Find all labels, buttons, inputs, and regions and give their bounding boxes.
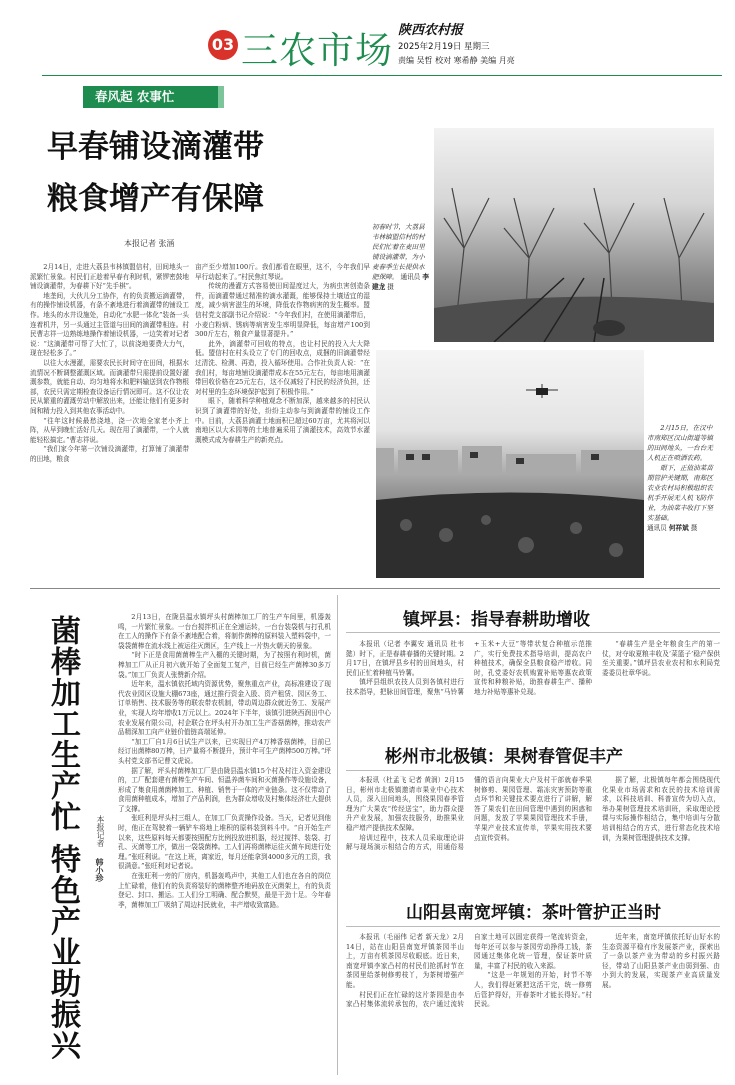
column-tag-label: 春风起 农事忙 [95,89,175,104]
fungus-paragraph: “加工厂自1月6日试生产以来，已实现日产4万棒香菇菌棒，目前已经订出菌棒80万棒，日产量将不断提升，预计年可生产菌棒500万棒。”坪头村党支部书记曹文虎说。 [118,737,331,765]
zhenping-paragraph: 镇坪县组织农技人员到各镇村进行技术指导，把脉田间管理，聚焦“马铃薯+玉米+大豆”等带状复合种植示范推广，实行免费技术指导培训，提高农户种植技术，确保全县粮食稳产增收。同时，孔党委好农机购置补贴等惠农政策宣传和种粮补贴，助推春耕生产、播种地力补贴等惠补兑现。 [346,640,592,696]
page-number: 03 [211,35,235,54]
header-rule [42,75,722,76]
photo-drip-irrigation [434,128,714,342]
issue-date: 2025年2月19日 星期三 [398,42,490,52]
photo1-credit-label: 通讯员 [400,273,421,281]
zhenping-paragraph: “春耕生产是全年粮食生产的第一仗，对夺取夏粮丰收及‘菜篮子’稳产保供至关重要。”镇坪县农业农村和水利局党委委员杜章华说。 [602,640,720,677]
lead-paragraph: 此外，滴灌带可回收的特点，也让村民的投入大大降低。盟信村在村头设立了专门的回收点，成捆的旧滴灌带经过清洗、检测、再造，投入循环使用。合作社负责人说：“在我们村，每亩地铺设滴灌带成本在55元左右，每亩地用滴灌带回收价格在25元左右，这不仅减轻了村民的经济负担，还对村里的生态环境保护起到了积极作用。” [195,339,370,396]
fungus-paragraph: 在张旺利一旁的厂房内，机器轰鸣声中，其他工人们也在各自的岗位上忙碌着，他们有的负责将装好的菌棒整齐地码放在灭菌架上，有的负责登记、封口、搬运。工人们分工明确、配合默契，最是干劲十足。今年春季，菌棒加工厂吸纳了周边村民就业，丰产增收致富路。 [118,872,331,909]
column-divider [337,595,338,1075]
lead-text-col2 [195,263,370,583]
section-name: 三农市场 [241,29,393,72]
photo2-credit [647,523,717,533]
lead-headline-line2: 粮食增产有保障 [47,181,264,217]
beiji-rule [346,770,720,771]
beiji-paragraph: 本报讯（杜孟飞 记者 黄润）2月15日，彬州市北极镇邀请市果业中心技术人员，深入田间地头，围绕果园春季管理为广大果农“传经送宝”，助力群众提升产业发展，加强农技服务，助推果业稳产增产提供技术保障。 [346,776,464,832]
shanyang-rule [346,926,720,927]
beiji-text [346,776,720,884]
lead-headline [47,128,377,218]
photo2-credit-name: 何祥斌 [668,524,689,532]
zhenping-rule [346,632,720,633]
fungus-paragraph: 2月13日，在陇县温水镇坪头村菌棒加工厂的生产车间里，机器轰鸣，一片繁忙景象。一台台搅拌机正在全速运转，一台台装袋机与打孔机在工人的操作下有条不紊地配合着，将制作菌棒的原料装入塑料袋中，一袋袋菌棒在流水线上被运往灭菌区，生产线上一片热火朝天的景象。 [118,613,331,650]
lead-paragraph: 地垄间，大伙儿分工协作，有的负责搬运滴灌带，有的操作铺设机器，有条不紊地进行着滴灌带的铺设工作。地头的水井设施处，自动化“水肥一体化”装备一头连着机井，另一头通过主管道与田间的滴灌带相连。村民曹志祥一边熟练地操作着铺设机器，一边笑着对记者说：“这滴灌带可帮了大忙了，以前浇地要费大力气，现在轻松多了。” [30,291,189,358]
lead-paragraph: “我们家今年第一次铺设滴灌带，打算铺了滴灌带的田地，粮食 [30,445,189,463]
photo2-caption-text: 2月15日，在汉中市南郑区汉山街道等镇的田间地头，一台台无人机正在喷洒农药。 [647,424,713,462]
photo-drone-spraying-art [376,350,644,578]
shanyang-paragraph: 近年来，南宽坪镇依托好山好水的生态资源平稳有序发展茶产业，探索出了一条以茶产业为带动的乡村振兴路径，带动了山阳县茶产业由弱到强、由小到大的发展，实现茶产业高质量发展。 [602,933,720,989]
lead-paragraph: 2月14日，走进大荔县韦林镇盟信村，田间地头一派繁忙景象。村民们正趁着早春有利时机，紧锣密鼓地铺设滴灌带，为春耕下好“先手棋”。 [30,263,189,291]
zhenping-headline: 镇坪县：指导春耕助增收 [403,610,590,630]
photo1-credit-suffix: 摄 [387,283,394,291]
zhenping-text [346,640,720,724]
lead-byline: 本报记者 张涵 [124,239,175,248]
fungus-byline-name: 韩小珍 [95,857,105,882]
photo-drone-spraying [376,350,644,578]
shanyang-paragraph: 本报讯（毛丽伟 记者 新天龙）2月14日，站在山阳县南宽坪镇茶园半山上，万亩有机茶园尽收眼底。近日来，南宽坪镇李家凸村的村民们抢抓时节在茶园里给茶树修剪枝丫，为茶树增强产能。 [346,933,464,989]
photo2-credit-suffix: 摄 [690,524,698,532]
photo-drip-irrigation-art [434,128,714,342]
shanyang-headline: 山阳县南宽坪镇：茶叶管护正当时 [406,903,661,923]
photo2-caption [647,423,717,533]
zhenping-paragraph: 本报讯（记者 李翼安 通讯员 杜韦懿）时下，正是春耕春播的关键时期。2月17日，在镇坪县乡村的田间地头，村民们正忙着种植马铃薯。 [346,640,464,677]
lead-paragraph: 亩产至少增加100斤。我们都看在眼里，这不，今年我们早早行动起来了。”村民焦红琴说。 [195,263,370,281]
shanyang-paragraph: 村民们正在忙碌的这片茶园是由李家凸村集体流转承包的，农户通过流转自家土地可以固定获得一笔流转资金，每年还可以参与茶园劳动挣得工钱，茶园通过集体化统一管理，保证茶叶质量，丰富了村民的收入来源。 [346,933,592,1009]
lead-paragraph: 眼下，随着科学种植观念不断加深，越来越多的村民认识到了滴灌带的好处，纷纷主动参与到滴灌带的铺设工作中。目前，大荔县滴灌土地面积已超过60万亩，尤其将河以南地区以大禾园等的土地普遍采用了滴灌技术，高效节水灌溉模式成为春耕生产的新亮点。 [195,397,370,444]
fungus-paragraph: “时下正是食用菌菌棒生产入棚的关键时期，为了按照有利时机，菌棒加工厂从正月初六就开始了全面复工复产，目前已经生产菌棒30多万袋。”加工厂负责人张赞新介绍。 [118,651,331,679]
fungus-paragraph: 据了解，坪头村菌棒加工厂是由陇县温水镇15个村及村注入资金建设的，工厂配套建有菌棒生产车间、恒温养菌车间和灭菌操作等设施设备，形成了集食用菌菌棒加工、种植、销售于一体的产业链条。这不仅带动了食用菌种植成本，增加了产品利润，也为群众增收及村集体经济壮大提供了支撑。 [118,766,331,813]
lead-paragraph: 以往大水漫灌，需要农民长时间守在田间，根据水流情况不断调整灌溉区域。而滴灌带只需提前设置好灌溉参数，就能自动、均匀地将水和肥料输送到农作物根部，农民只需定期检查设备运行情况即可。这不仅让农民从繁重的灌溉劳动中解放出来，还能让他们有更多时间和精力投入到其他农事活动中。 [30,358,189,415]
page-number-badge [208,30,238,60]
photo1-caption [372,222,430,292]
photo2-credit-label: 通讯员 [647,524,667,532]
shanyang-paragraph: “这是一年规划的开始，时节不等人，我们得赶紧把这活干完，统一修剪后管护得好，开春茶叶才能长得好。”村民说。 [474,971,592,1009]
lead-paragraph: “往年这时候最愁浇地，浇一次地全家老小齐上阵，从早到晚忙活好几天。现在用了滴灌带，一个人就能轻松搞定。”曹志祥说。 [30,416,189,444]
beiji-paragraph: 培训过程中，技术人员采取理论讲解与现场演示相结合的方式，用通俗易懂的语言向果业大户及村干部就春季果树修剪、果园管理、霜冻灾害预防等重点环节和关键技术要点进行了讲解，解答了果农们在田间管理中遇到的困惑和问题，发放了苹果果园管理技术手册，苹果产业技术宣传单，苹果实用技术要点宣传资料。 [346,776,592,852]
fungus-byline-label: 本报记者 [96,815,105,847]
fungus-text [118,613,331,1068]
lead-headline-line1: 早春铺设滴灌带 [47,129,264,165]
section-divider [30,588,720,589]
lead-text-col1 [30,263,189,583]
page-header [0,0,735,78]
photo1-caption-text: 初春时节，大荔县韦林镇盟信村的村民们忙着在麦田里铺设滴灌带，为小麦春季生长提供水肥保障。 [372,223,425,281]
column-tag [83,86,218,108]
newspaper-name: 陕西农村报 [398,23,464,38]
photo2-caption-text-b: 眼下，正值油菜苗期管护关键期，南郑区农业农村局积极组织农机手开展无人机飞防作业，为油菜丰收打下坚实基础。 [647,464,713,522]
beiji-paragraph: 据了解，北极镇每年都会围绕现代化果业市场需求和农民的技术培训需求，以科技培训、科普宣传为切入点，举办果树管理技术培训班，采取理论授课与实际操作相结合，集中培训与分散培训相结合的方式，进行常态化技术培训，为果树管理提供技术支撑。 [602,776,720,842]
editor-credits: 责编 吴哲 校对 寒希静 美编 月亮 [398,56,515,65]
lead-paragraph: 传统的漫灌方式容易使田间湿度过大，为病虫害创造条件，而滴灌带通过精准的滴水灌溉，能够保持土壤适宜的湿度，减少病害滋生的环境，降低农作物病害的发生概率。盟信村党支部副书记介绍说：“今年我们村，在使用滴灌带后，小麦白粉病、锈病等病害发生率明显降低，每亩增产100到300斤左右，粮食产量显著提升。” [195,282,370,339]
fungus-paragraph: 张旺利是坪头村三组人，在加工厂负责操作设备。当天，记者见到他时，他正在驾驶着一辆铲车将地上堆积的原料装到料斗中。“自开始生产以来，这些原料每天都要按照配方比例投放进机器，经过搅拌、装袋、打孔、灭菌等工序，做出一袋袋菌棒。工人们再将菌棒运往灭菌车间进行处理。”张旺利说。“在这上班，离家近，每月还能拿到4000多元的工资，我很满意。”张旺利对记者说。 [118,814,331,871]
fungus-headline: 菌棒加工生产忙 特色产业助振兴 [45,615,80,1061]
fungus-byline [92,815,106,882]
column-tag-stripe [218,86,224,108]
fungus-paragraph: 近年来，温水镇依托域内资源优势，聚焦重点产业，高标准建设了现代农业园区设施大棚673座，通过推行资金入股、资产租赁、园区务工、订单销售、技术服务等的联农带农机制，带动周边群众就近务工、发展产业，实现人均年增收1万元以上。2024年下半年，该镇引进陕西润田中心农业发展有限公司，村企联合在坪头村开办加工生产香菇菌棒，推动农产品精深加工向产业链价值链高端延伸。 [118,680,331,737]
beiji-headline: 彬州市北极镇：果树春管促丰产 [385,747,623,767]
photo1-credit-name: 李建龙 [372,273,429,291]
shanyang-text [346,933,720,1069]
